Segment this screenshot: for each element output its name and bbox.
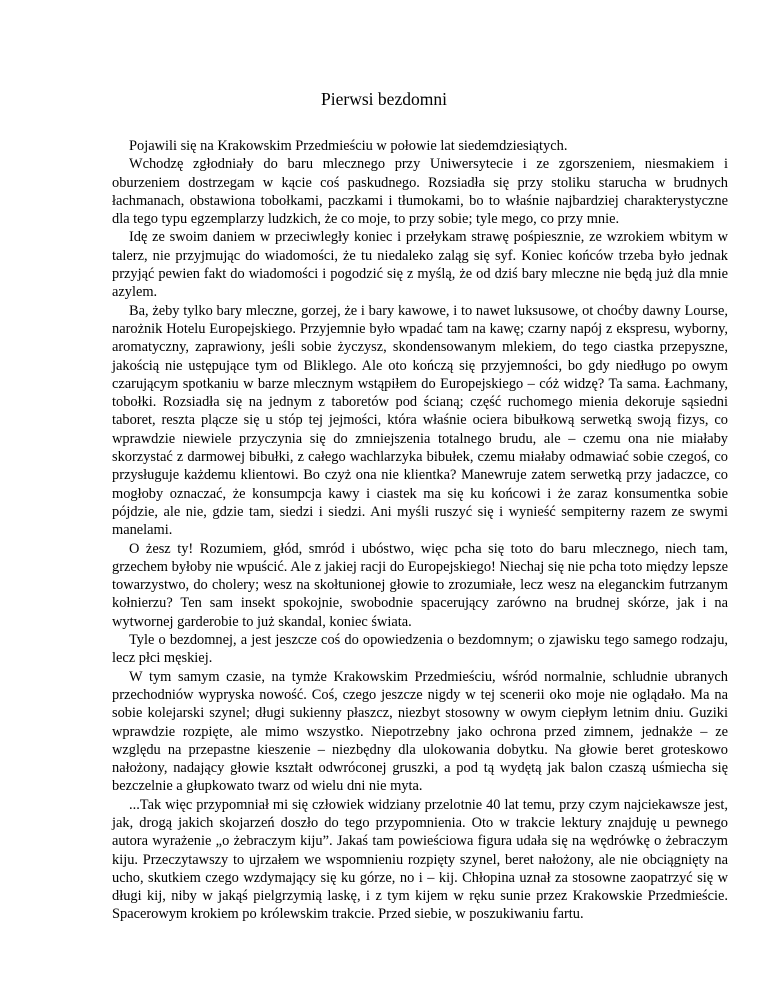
document-body bbox=[112, 137, 728, 924]
paragraph: Idę ze swoim daniem w przeciwległy koniec i przełykam strawę pośpiesznie, ze wzrokiem wbitym w talerz, nie przyjmując do wiadomości, że tu niedaleko zaląg się syf. Koniec końców trzeba było jednak przyjąć pewien fakt do wiadomości i pogodzić się z myślą, że od dziś bary mleczne nie będą już dla mnie azylem. bbox=[112, 229, 728, 301]
paragraph: Wchodzę zgłodniały do baru mlecznego przy Uniwersytecie i ze zgorszeniem, niesmakiem i oburzeniem dostrzegam w kącie coś paskudnego. Rozsiadła się przy stoliku starucha w brudnych łachmanach, obstawiona tobołkami, paczkami i tłumokami, bo to właśnie najbardziej charakterystyczne dla tego typu egzemplarzy ludzkich, że co moje, to przy sobie; tyle mego, co przy mnie. bbox=[112, 156, 728, 228]
paragraph: Ba, żeby tylko bary mleczne, gorzej, że i bary kawowe, i to nawet luksusowe, ot choćby dawny Lourse, narożnik Hotelu Europejskiego. Przyjemnie było wpadać tam na kawę; czarny napój z ekspresu, wyborny, aromatyczny, zaprawiony, jeśli sobie życzysz, skondensowanym mlekiem, do tego ciastka przepyszne, jakością nie ustępujące tym od Bliklego. Ale oto kończą się przyjemności, bo gdy niedługo po owym czarującym spotkaniu w barze mlecznym wstąpiłem do Europejskiego – cóż widzę? Ta sama. Łachmany, tobołki. Rozsiadła się na jednym z taboretów pod ścianą; część ruchomego mienia dekoruje sąsiedni taboret, reszta plącze się u stóp tej jejmości, która właśnie ociera bibułkową serwetką swoją fizys, co wprawdzie niewiele przyczynia się do zmniejszenia totalnego brudu, ale – czemu ona nie miałaby skorzystać z darmowej bibułki, z całego wachlarzyka bibułek, czemu miałaby odmawiać sobie czegoś, co przysługuje każdemu klientowi. Bo czyż ona nie klientka? Manewruje zatem serwetką przy jadaczce, co mogłoby oznaczać, że konsumpcja kawy i ciastek ma się ku końcowi i że zaraz konsumentka sobie pójdzie, ale nie, gdzie tam, siedzi i siedzi. Ani myśli ruszyć się i wynieść sempiterny razem ze swymi manelami. bbox=[112, 302, 728, 539]
paragraph: Pojawili się na Krakowskim Przedmieściu w połowie lat siedemdziesiątych. bbox=[129, 138, 568, 154]
paragraph: ...Tak więc przypomniał mi się człowiek widziany przelotnie 40 lat temu, przy czym najciekawsze jest, jak, drogą jakich skojarzeń doszło do tego przypomnienia. Oto w trakcie lektury znajduję u pewnego autora wyrażenie „o żebraczym kiju”. Jakaś tam powieściowa figura udała się na wędrówkę o żebraczym kiju. Przeczytawszy to ujrzałem we wspomnieniu rozpięty szynel, beret nałożony, ale nie obciągnięty na ucho, skutkiem czego wzdymający się ku górze, no i – kij. Chłopina uznał za stosowne zaopatrzyć się w długi kij, niby w jakąś pielgrzymią laskę, i z tym kijem w ręku sunie przez Krakowskie Przedmieście. Spacerowym krokiem po królewskim trakcie. Przed siebie, w poszukiwaniu fartu. bbox=[112, 796, 728, 923]
document-title: Pierwsi bezdomni bbox=[321, 89, 447, 109]
paragraph: O żesz ty! Rozumiem, głód, smród i ubóstwo, więc pcha się toto do baru mlecznego, niech tam, grzechem byłoby nie wpuścić. Ale z jakiej racji do Europejskiego! Niechaj się nie pcha toto między lepsze towarzystwo, do cholery; wesz na skołtunionej głowie to zrozumiałe, lecz wesz na eleganckim futrzanym kołnierzu? Ten sam insekt spokojnie, swobodnie spacerujący zarówno na brudnej skórze, jak i na wytwornej garderobie to już skandal, koniec świata. bbox=[112, 540, 728, 630]
paragraph: Tyle o bezdomnej, a jest jeszcze coś do opowiedzenia o bezdomnym; o zjawisku tego samego rodzaju, lecz płci męskiej. bbox=[112, 632, 728, 667]
paragraph: W tym samym czasie, na tymże Krakowskim Przedmieściu, wśród normalnie, schludnie ubranych przechodniów wypryska nowość. Coś, czego jeszcze nigdy w tej scenerii oko moje nie oglądało. Ma na sobie kolejarski szynel; długi sukienny płaszcz, niezbyt stosowny w owym ciepłym letnim dniu. Guziki wprawdzie rozpięte, ale mimo wszystko. Niepotrzebny jako ochrona przed zimnem, jednakże – ze względu na przepastne kieszenie – niezbędny dla ulokowania dobytku. Na głowie beret groteskowo nałożony, nadający głowie kształt odwróconej gruszki, a pod tą wydętą jak balon czaszą uśmiecha się bezczelnie a głupkowato twarz od wielu dni nie myta. bbox=[112, 668, 728, 795]
